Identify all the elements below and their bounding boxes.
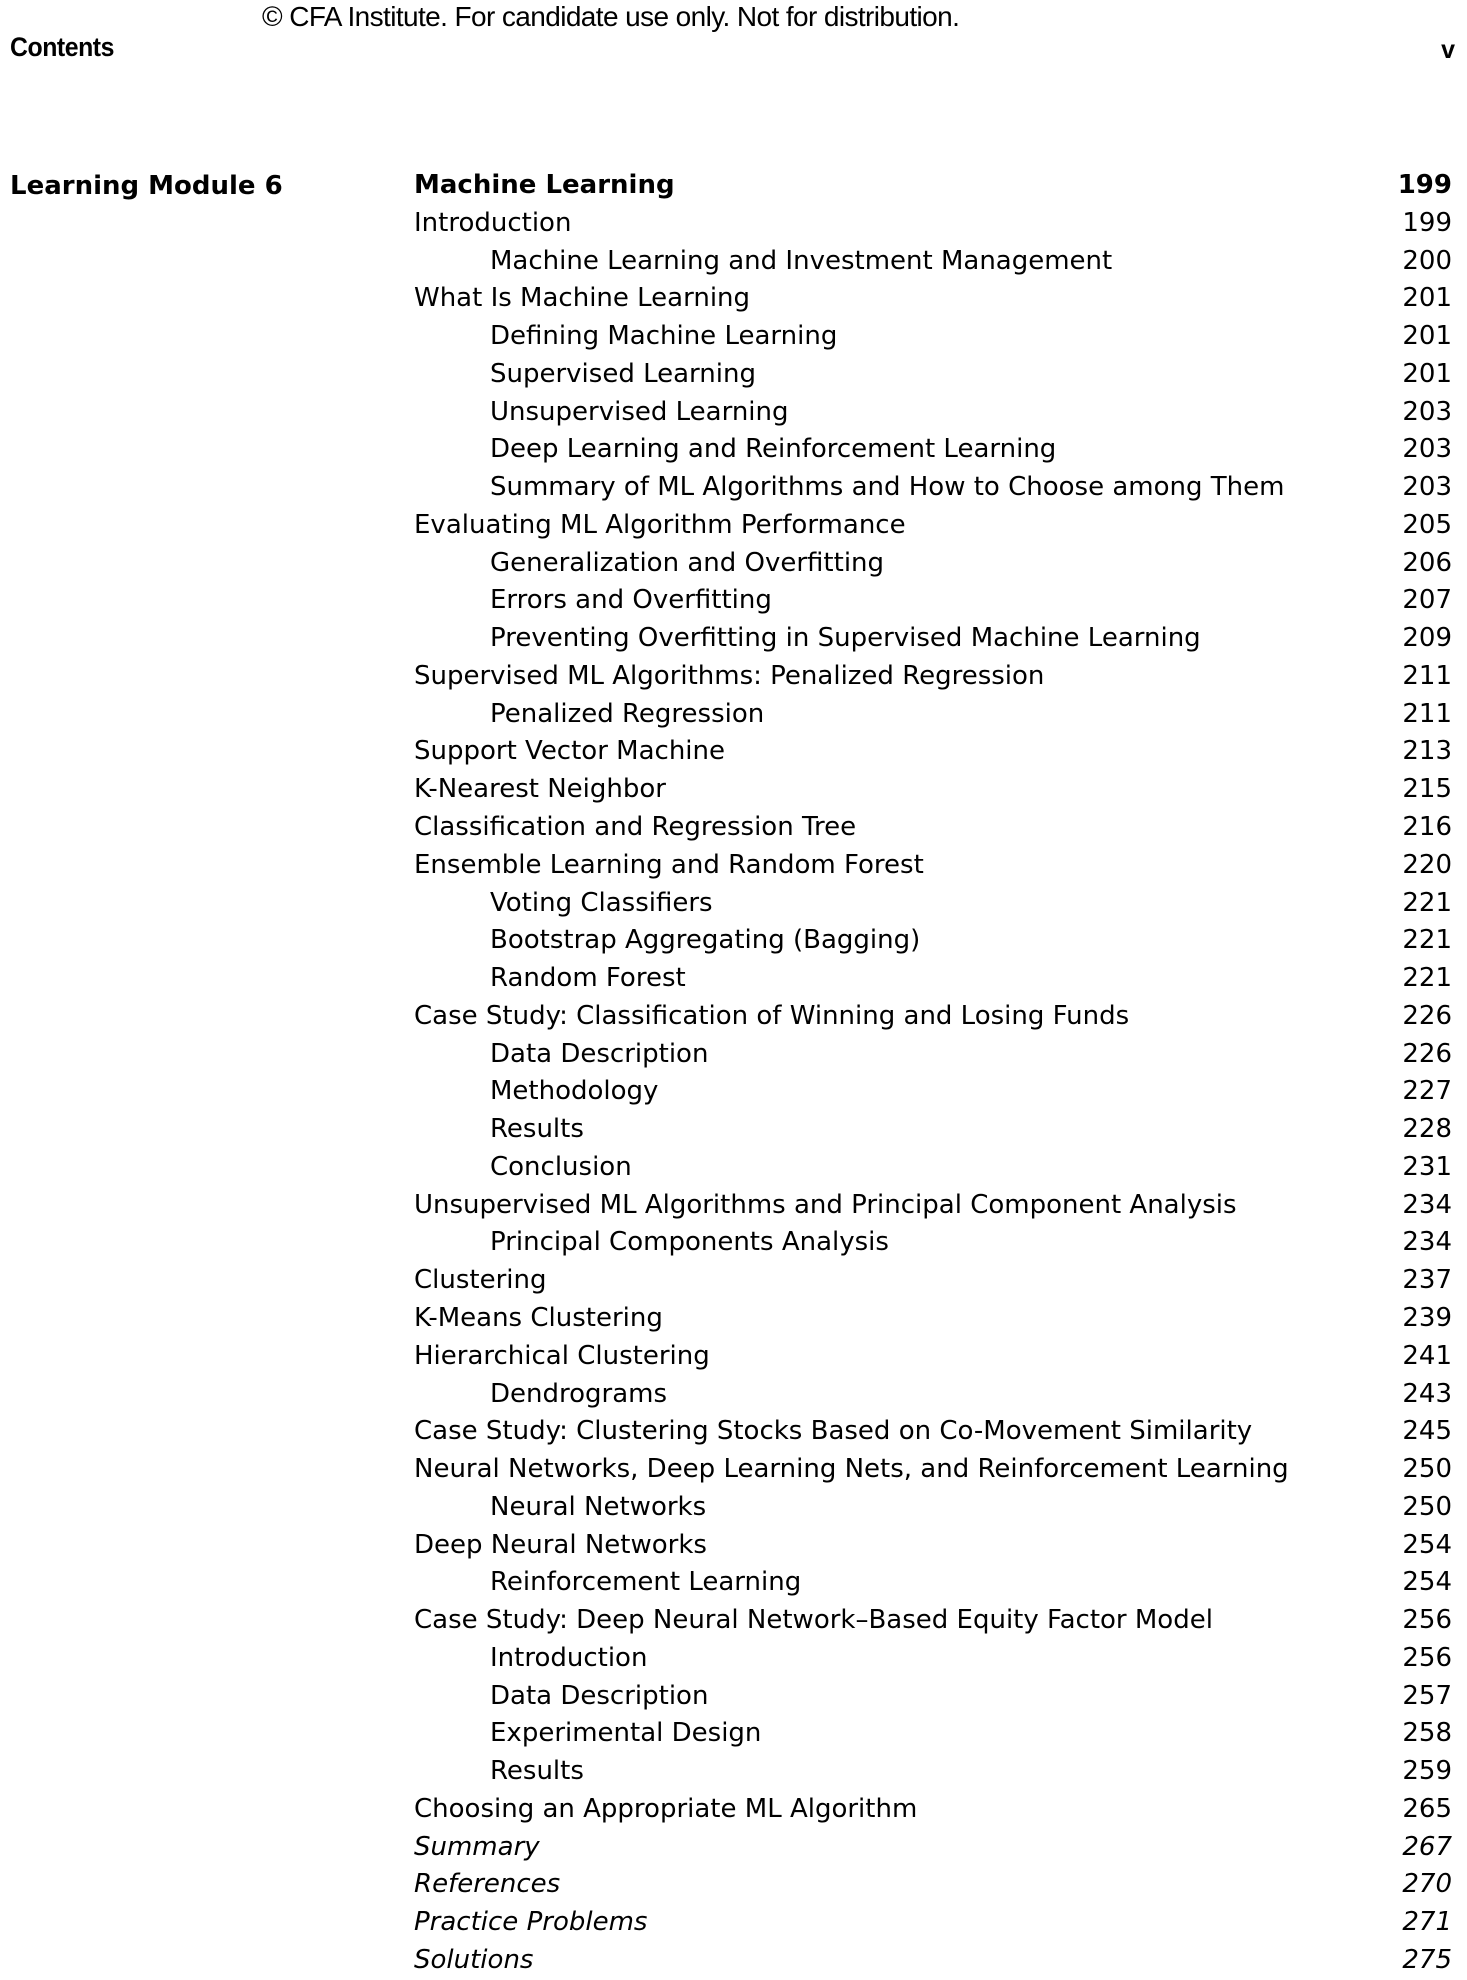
toc-entry-page-number: 221: [1402, 887, 1452, 918]
toc-subentry[interactable]: [414, 1036, 1452, 1074]
toc-entry-title: Support Vector Machine: [414, 736, 725, 767]
toc-entry-title: Voting Classifiers: [490, 887, 713, 918]
toc-entry-title: Choosing an Appropriate ML Algorithm: [414, 1793, 918, 1824]
toc-entry-title: Neural Networks, Deep Learning Nets, and Reinforcement Learning: [414, 1454, 1289, 1485]
toc-entry-page-number: 211: [1402, 698, 1452, 729]
toc-entry-page-number: 256: [1402, 1605, 1452, 1636]
toc-entry[interactable]: [414, 847, 1452, 885]
toc-entry-title: Bootstrap Aggregating (Bagging): [490, 925, 921, 956]
toc-entry-title: Results: [490, 1756, 584, 1787]
toc-subentry[interactable]: [414, 318, 1452, 356]
toc-entry-title: Case Study: Deep Neural Network–Based Equity Factor Model: [414, 1605, 1213, 1636]
toc-entry-title: Machine Learning and Investment Management: [490, 245, 1113, 276]
toc-entry-page-number: 250: [1402, 1491, 1452, 1522]
toc-entry-title: Random Forest: [490, 963, 686, 994]
toc-subentry[interactable]: [414, 582, 1452, 620]
toc-entry-title: Clustering: [414, 1265, 547, 1296]
toc-entry[interactable]: [414, 998, 1452, 1036]
toc-entry-title: Unsupervised ML Algorithms and Principal Component Analysis: [414, 1189, 1237, 1220]
toc-subentry[interactable]: [414, 620, 1452, 658]
toc-entry-title: Introduction: [490, 1642, 648, 1673]
toc-entry-title: Practice Problems: [414, 1907, 648, 1938]
toc-entry-page-number: 203: [1402, 396, 1452, 427]
toc-subentry[interactable]: [414, 1678, 1452, 1716]
toc-subentry[interactable]: [414, 1489, 1452, 1527]
toc-entry-title: Reinforcement Learning: [490, 1567, 802, 1598]
toc-entry-title: K-Nearest Neighbor: [414, 774, 666, 805]
toc-entry-title: References: [414, 1869, 561, 1900]
toc-entry-title: Neural Networks: [490, 1491, 707, 1522]
toc-entry-page-number: 206: [1402, 547, 1452, 578]
toc-entry-title: Results: [490, 1114, 584, 1145]
toc-entry-title: Machine Learning: [414, 170, 675, 200]
toc-entry[interactable]: [414, 507, 1452, 545]
toc-subentry[interactable]: [414, 922, 1452, 960]
toc-entry-page-number: 257: [1402, 1680, 1452, 1711]
toc-entry[interactable]: [414, 809, 1452, 847]
toc-subentry[interactable]: [414, 394, 1452, 432]
toc-entry-page-number: 200: [1402, 245, 1452, 276]
toc-entry-title: Conclusion: [490, 1151, 632, 1182]
toc-entry-page-number: 199: [1397, 170, 1452, 200]
toc-entry-page-number: 199: [1402, 207, 1452, 238]
toc-entry-title: Supervised ML Algorithms: Penalized Regression: [414, 660, 1045, 691]
toc-entry-title: Summary: [414, 1831, 540, 1862]
toc-entry-page-number: 226: [1402, 1038, 1452, 1069]
toc-entry-page-number: 205: [1402, 509, 1452, 540]
toc-entry-title: K-Means Clustering: [414, 1302, 663, 1333]
toc-entry-page-number: 254: [1402, 1529, 1452, 1560]
toc-entry-page-number: 239: [1402, 1302, 1452, 1333]
toc-entry[interactable]: [414, 167, 1452, 205]
toc-entry-page-number: 211: [1402, 660, 1452, 691]
toc-subentry[interactable]: [414, 1073, 1452, 1111]
toc-entry[interactable]: [414, 733, 1452, 771]
toc-entry-title: Experimental Design: [490, 1718, 762, 1749]
toc-entry-title: Errors and Overfitting: [490, 585, 772, 616]
toc-subentry[interactable]: [414, 1376, 1452, 1414]
toc-subentry[interactable]: [414, 1715, 1452, 1753]
page-folio: v: [1441, 36, 1455, 64]
toc-entry[interactable]: [414, 1262, 1452, 1300]
toc-subentry[interactable]: [414, 1564, 1452, 1602]
toc-entry[interactable]: [414, 1791, 1452, 1829]
toc-entry[interactable]: [414, 1866, 1452, 1904]
toc-subentry[interactable]: [414, 1753, 1452, 1791]
toc-entry-page-number: 203: [1402, 434, 1452, 465]
toc-entry-title: Hierarchical Clustering: [414, 1340, 710, 1371]
toc-subentry[interactable]: [414, 356, 1452, 394]
toc-entry[interactable]: [414, 658, 1452, 696]
toc-entry-page-number: 221: [1402, 925, 1452, 956]
toc-entry-page-number: 231: [1402, 1151, 1452, 1182]
toc-entry-title: Case Study: Clustering Stocks Based on Co-Movement Similarity: [414, 1416, 1253, 1447]
toc-entry[interactable]: [414, 1527, 1452, 1565]
toc-subentry[interactable]: [414, 1149, 1452, 1187]
toc-entry[interactable]: [414, 771, 1452, 809]
toc-entry[interactable]: [414, 1904, 1452, 1942]
toc-entry-page-number: 213: [1402, 736, 1452, 767]
toc-entry-title: Unsupervised Learning: [490, 396, 789, 427]
toc-entry[interactable]: [414, 1942, 1452, 1980]
toc-entry-title: Principal Components Analysis: [490, 1227, 889, 1258]
toc-subentry[interactable]: [414, 431, 1452, 469]
toc-entry-title: Solutions: [414, 1944, 534, 1975]
table-of-contents: [414, 167, 1452, 1980]
toc-entry-page-number: 245: [1402, 1416, 1452, 1447]
toc-entry-page-number: 271: [1402, 1907, 1452, 1938]
toc-subentry[interactable]: [414, 1111, 1452, 1149]
toc-entry-page-number: 228: [1402, 1114, 1452, 1145]
toc-entry[interactable]: [414, 1338, 1452, 1376]
toc-subentry[interactable]: [414, 1640, 1452, 1678]
toc-subentry[interactable]: [414, 545, 1452, 583]
toc-entry[interactable]: [414, 1300, 1452, 1338]
toc-entry-title: Generalization and Overfitting: [490, 547, 885, 578]
toc-entry[interactable]: [414, 1187, 1452, 1225]
toc-entry-page-number: 207: [1402, 585, 1452, 616]
toc-entry[interactable]: [414, 205, 1452, 243]
toc-entry[interactable]: [414, 1829, 1452, 1867]
toc-entry-title: Penalized Regression: [490, 698, 765, 729]
toc-entry-page-number: 275: [1402, 1944, 1452, 1975]
toc-subentry[interactable]: [414, 885, 1452, 923]
toc-entry-title: Deep Learning and Reinforcement Learning: [490, 434, 1057, 465]
toc-entry-title: Ensemble Learning and Random Forest: [414, 849, 924, 880]
toc-entry-title: Data Description: [490, 1038, 709, 1069]
toc-entry-page-number: 216: [1402, 812, 1452, 843]
toc-entry-title: Deep Neural Networks: [414, 1529, 707, 1560]
toc-subentry[interactable]: [414, 1224, 1452, 1262]
toc-entry-page-number: 201: [1402, 358, 1452, 389]
module-label: Learning Module 6: [10, 171, 283, 201]
toc-entry-title: Data Description: [490, 1680, 709, 1711]
toc-entry-page-number: 265: [1402, 1793, 1452, 1824]
toc-entry[interactable]: [414, 280, 1452, 318]
toc-entry[interactable]: [414, 1451, 1452, 1489]
copyright-notice: © CFA Institute. For candidate use only. Not for distribution.: [262, 1, 960, 32]
toc-entry-page-number: 267: [1402, 1831, 1452, 1862]
toc-entry-page-number: 258: [1402, 1718, 1452, 1749]
toc-entry-title: Dendrograms: [490, 1378, 668, 1409]
toc-entry-title: Evaluating ML Algorithm Performance: [414, 509, 906, 540]
toc-entry-title: Introduction: [414, 207, 572, 238]
toc-entry-title: Summary of ML Algorithms and How to Choose among Them: [490, 472, 1285, 503]
toc-entry-page-number: 254: [1402, 1567, 1452, 1598]
toc-subentry[interactable]: [414, 243, 1452, 281]
toc-entry-page-number: 259: [1402, 1756, 1452, 1787]
toc-subentry[interactable]: [414, 469, 1452, 507]
toc-entry-page-number: 201: [1402, 321, 1452, 352]
toc-entry-title: Supervised Learning: [490, 358, 756, 389]
toc-subentry[interactable]: [414, 696, 1452, 734]
toc-entry-page-number: 234: [1402, 1189, 1452, 1220]
toc-entry-title: Preventing Overfitting in Supervised Machine Learning: [490, 623, 1201, 654]
toc-entry-page-number: 234: [1402, 1227, 1452, 1258]
toc-entry-page-number: 203: [1402, 472, 1452, 503]
toc-entry-page-number: 241: [1402, 1340, 1452, 1371]
toc-entry-page-number: 227: [1402, 1076, 1452, 1107]
toc-entry-page-number: 226: [1402, 1000, 1452, 1031]
toc-entry-page-number: 237: [1402, 1265, 1452, 1296]
toc-entry-title: What Is Machine Learning: [414, 283, 751, 314]
running-head-title: Contents: [10, 32, 114, 62]
toc-entry-page-number: 270: [1402, 1869, 1452, 1900]
toc-entry-title: Case Study: Classification of Winning and Losing Funds: [414, 1000, 1130, 1031]
toc-entry[interactable]: [414, 1413, 1452, 1451]
toc-entry-page-number: 220: [1402, 849, 1452, 880]
toc-entry[interactable]: [414, 1602, 1452, 1640]
toc-entry-title: Methodology: [490, 1076, 659, 1107]
toc-entry-title: Defining Machine Learning: [490, 321, 838, 352]
toc-subentry[interactable]: [414, 960, 1452, 998]
toc-entry-page-number: 215: [1402, 774, 1452, 805]
toc-entry-page-number: 209: [1402, 623, 1452, 654]
toc-entry-page-number: 256: [1402, 1642, 1452, 1673]
toc-entry-page-number: 221: [1402, 963, 1452, 994]
toc-entry-title: Classification and Regression Tree: [414, 812, 857, 843]
toc-entry-page-number: 250: [1402, 1454, 1452, 1485]
toc-entry-page-number: 201: [1402, 283, 1452, 314]
toc-entry-page-number: 243: [1402, 1378, 1452, 1409]
